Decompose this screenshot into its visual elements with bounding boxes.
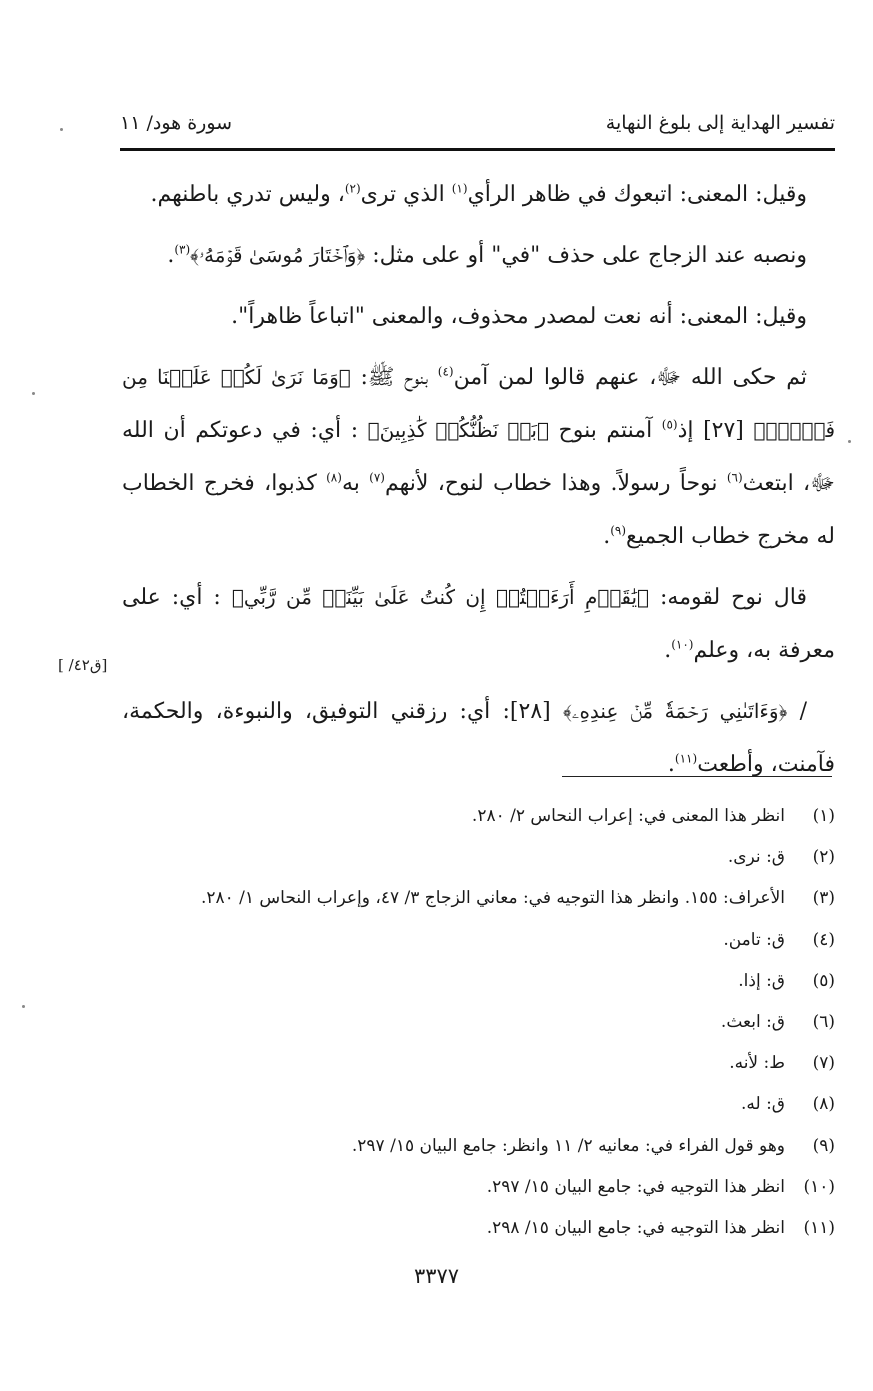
paragraph-5: قال نوح لقومه: ﴿يَٰقَوۡمِ أَرَءَيۡتُمۡ إِن كُنتُ عَلَىٰ بَيِّنَةٖ مِّن رَّبِّي﴾ : أي: على معرفة به، وعلم$^{(١٠)}$. <box>122 585 835 663</box>
footnote-separator <box>562 776 832 777</box>
footnote <box>120 961 835 1002</box>
footnote-ref: (٨) <box>326 470 342 485</box>
footnote <box>120 1208 835 1249</box>
footnote-ref: (٦) <box>726 470 743 485</box>
scan-speck <box>22 1005 25 1008</box>
footnote-ref: (٢) <box>344 181 361 196</box>
footnote-text: ق: تامن. <box>723 929 785 950</box>
footnote-number: (٣) <box>812 888 835 909</box>
footnotes <box>120 796 835 1249</box>
footnote <box>120 837 835 878</box>
footnote-number: (٩) <box>812 1135 835 1156</box>
footnote-number: (٤) <box>812 929 835 950</box>
footnote-text: انظر هذا التوجيه في: جامع البيان ١٥/ ٢٩٨. <box>486 1217 785 1238</box>
footnote-ref: (٤) <box>437 364 454 379</box>
footnote <box>120 1084 835 1125</box>
footnote-number: (٧) <box>812 1053 835 1074</box>
footnote-text: الأعراف: ١٥٥. وانظر هذا التوجيه في: معاني الزجاج ٣/ ٤٧، وإعراب النحاس ١/ ٢٨٠. <box>200 888 785 909</box>
paragraph-1: وقيل: المعنى: اتبعوك في ظاهر الرأي$^{(١)}$ الذي ترى$^{(٢)}$، وليس تدري باطنهم. <box>150 181 807 207</box>
footnote-text: ق: إذا. <box>738 970 785 991</box>
quran-verse: ﴿وَمَا نَرَىٰ لَكُمۡ عَلَيۡنَا مِن فَضۡلِۭ﴾ <box>122 365 836 442</box>
quran-verse: ﴿يَٰقَوۡمِ أَرَءَيۡتُمۡ إِن كُنتُ عَلَىٰ بَيِّنَةٖ مِّن رَّبِّي﴾ <box>231 585 650 609</box>
paragraph-2: ونصبه عند الزجاج على حذف "في" أو على مثل: ﴿وَٱخۡتَارَ مُوسَىٰ قَوۡمَهُۥ﴾$^{(٣)}$. <box>167 242 807 268</box>
quran-verse: ﴿وَءَاتَىٰنِي رَحۡمَةٗ مِّنۡ عِندِهِۦ﴾ <box>562 699 788 723</box>
footnote-text: ق: ابعث. <box>720 1011 785 1032</box>
footnote-number: (١) <box>812 806 835 826</box>
surah-reference: سورة هود/ ١١ <box>120 112 233 134</box>
footnote-ref: (٩) <box>610 523 627 538</box>
footnote-ref: (١٠) <box>671 637 694 652</box>
footnote-number: (٥) <box>812 970 835 991</box>
scan-speck <box>32 392 35 395</box>
paragraph-4: ثم حكى الله ﷻ، عنهم قالوا لمن آمن$^{(٤)}$ بنوح ﷺ: ﴿وَمَا نَرَىٰ لَكُمۡ عَلَيۡنَا مِن فَضۡلِۭ﴾ [٢٧] إذ$^{(٥)}$ آمنتم بنوح ﴿بَلۡ نَظُنُّكُمۡ كَٰذِبِينَ﴾ : أي: في دعوتكم أن الله ﷻ، ابتعث$^{(٦)}$ نوحاً رسولاً. وهذا خطاب لنوح، لأنهم$^{(٧)}$ به$^{(٨)}$ كذبوا، فخرج الخطاب له مخرج خطاب الجميع$^{(٩)}$. <box>122 364 836 549</box>
footnote-number: (٨) <box>812 1094 835 1115</box>
footnote <box>120 920 835 961</box>
header-rule <box>120 148 835 151</box>
footnote <box>120 796 835 837</box>
scan-speck <box>848 440 851 443</box>
footnote-text: ق: نرى. <box>727 847 785 868</box>
footnote-ref: (٣) <box>174 242 191 257</box>
quran-verse: ﴿وَٱخۡتَارَ مُوسَىٰ قَوۡمَهُۥ﴾ <box>190 243 366 267</box>
footnote-ref: (٥) <box>661 417 678 432</box>
footnote-number: (١١) <box>803 1217 835 1238</box>
footnote-ref: (١) <box>451 181 468 196</box>
footnote-number: (١٠) <box>803 1176 835 1197</box>
scan-speck <box>60 128 63 131</box>
manuscript-folio-marker: [ق٤٢/ ] <box>58 656 108 674</box>
footnote-text: انظر هذا التوجيه في: جامع البيان ١٥/ ٢٩٧. <box>486 1176 785 1197</box>
footnote-text: ط: لأنه. <box>729 1053 785 1074</box>
quran-verse: ﴿بَلۡ نَظُنُّكُمۡ كَٰذِبِينَ﴾ <box>367 418 549 442</box>
main-text <box>122 168 835 799</box>
footnote-number: (٢) <box>812 847 835 868</box>
footnote <box>120 1167 835 1208</box>
footnote-text: وهو قول الفراء في: معانيه ٢/ ١١ وانظر: جامع البيان ١٥/ ٢٩٧. <box>351 1135 785 1156</box>
footnote-number: (٦) <box>812 1011 835 1032</box>
footnote <box>120 1043 835 1084</box>
page-number: ٣٣٧٧ <box>413 1264 460 1288</box>
footnote-text: انظر هذا المعنى في: إعراب النحاس ٢/ ٢٨٠. <box>471 806 785 826</box>
footnote-ref: (٧) <box>369 470 385 485</box>
footnote-text: ق: له. <box>740 1094 785 1115</box>
paragraph-6: / ﴿وَءَاتَىٰنِي رَحۡمَةٗ مِّنۡ عِندِهِۦ﴾ [٢٨]: أي: رزقني التوفيق، والنبوءة، والحكمة، فآمنت، وأطعت$^{(١١)}$. <box>122 699 835 777</box>
footnote <box>120 878 835 919</box>
footnote <box>120 1002 835 1043</box>
running-header <box>120 112 835 144</box>
book-title: تفسير الهداية إلى بلوغ النهاية <box>605 112 835 134</box>
footnote <box>120 1126 835 1167</box>
footnote-ref: (١١) <box>674 751 698 766</box>
paragraph-3: وقيل: المعنى: أنه نعت لمصدر محذوف، والمعنى "اتباعاً ظاهراً". <box>231 304 807 329</box>
